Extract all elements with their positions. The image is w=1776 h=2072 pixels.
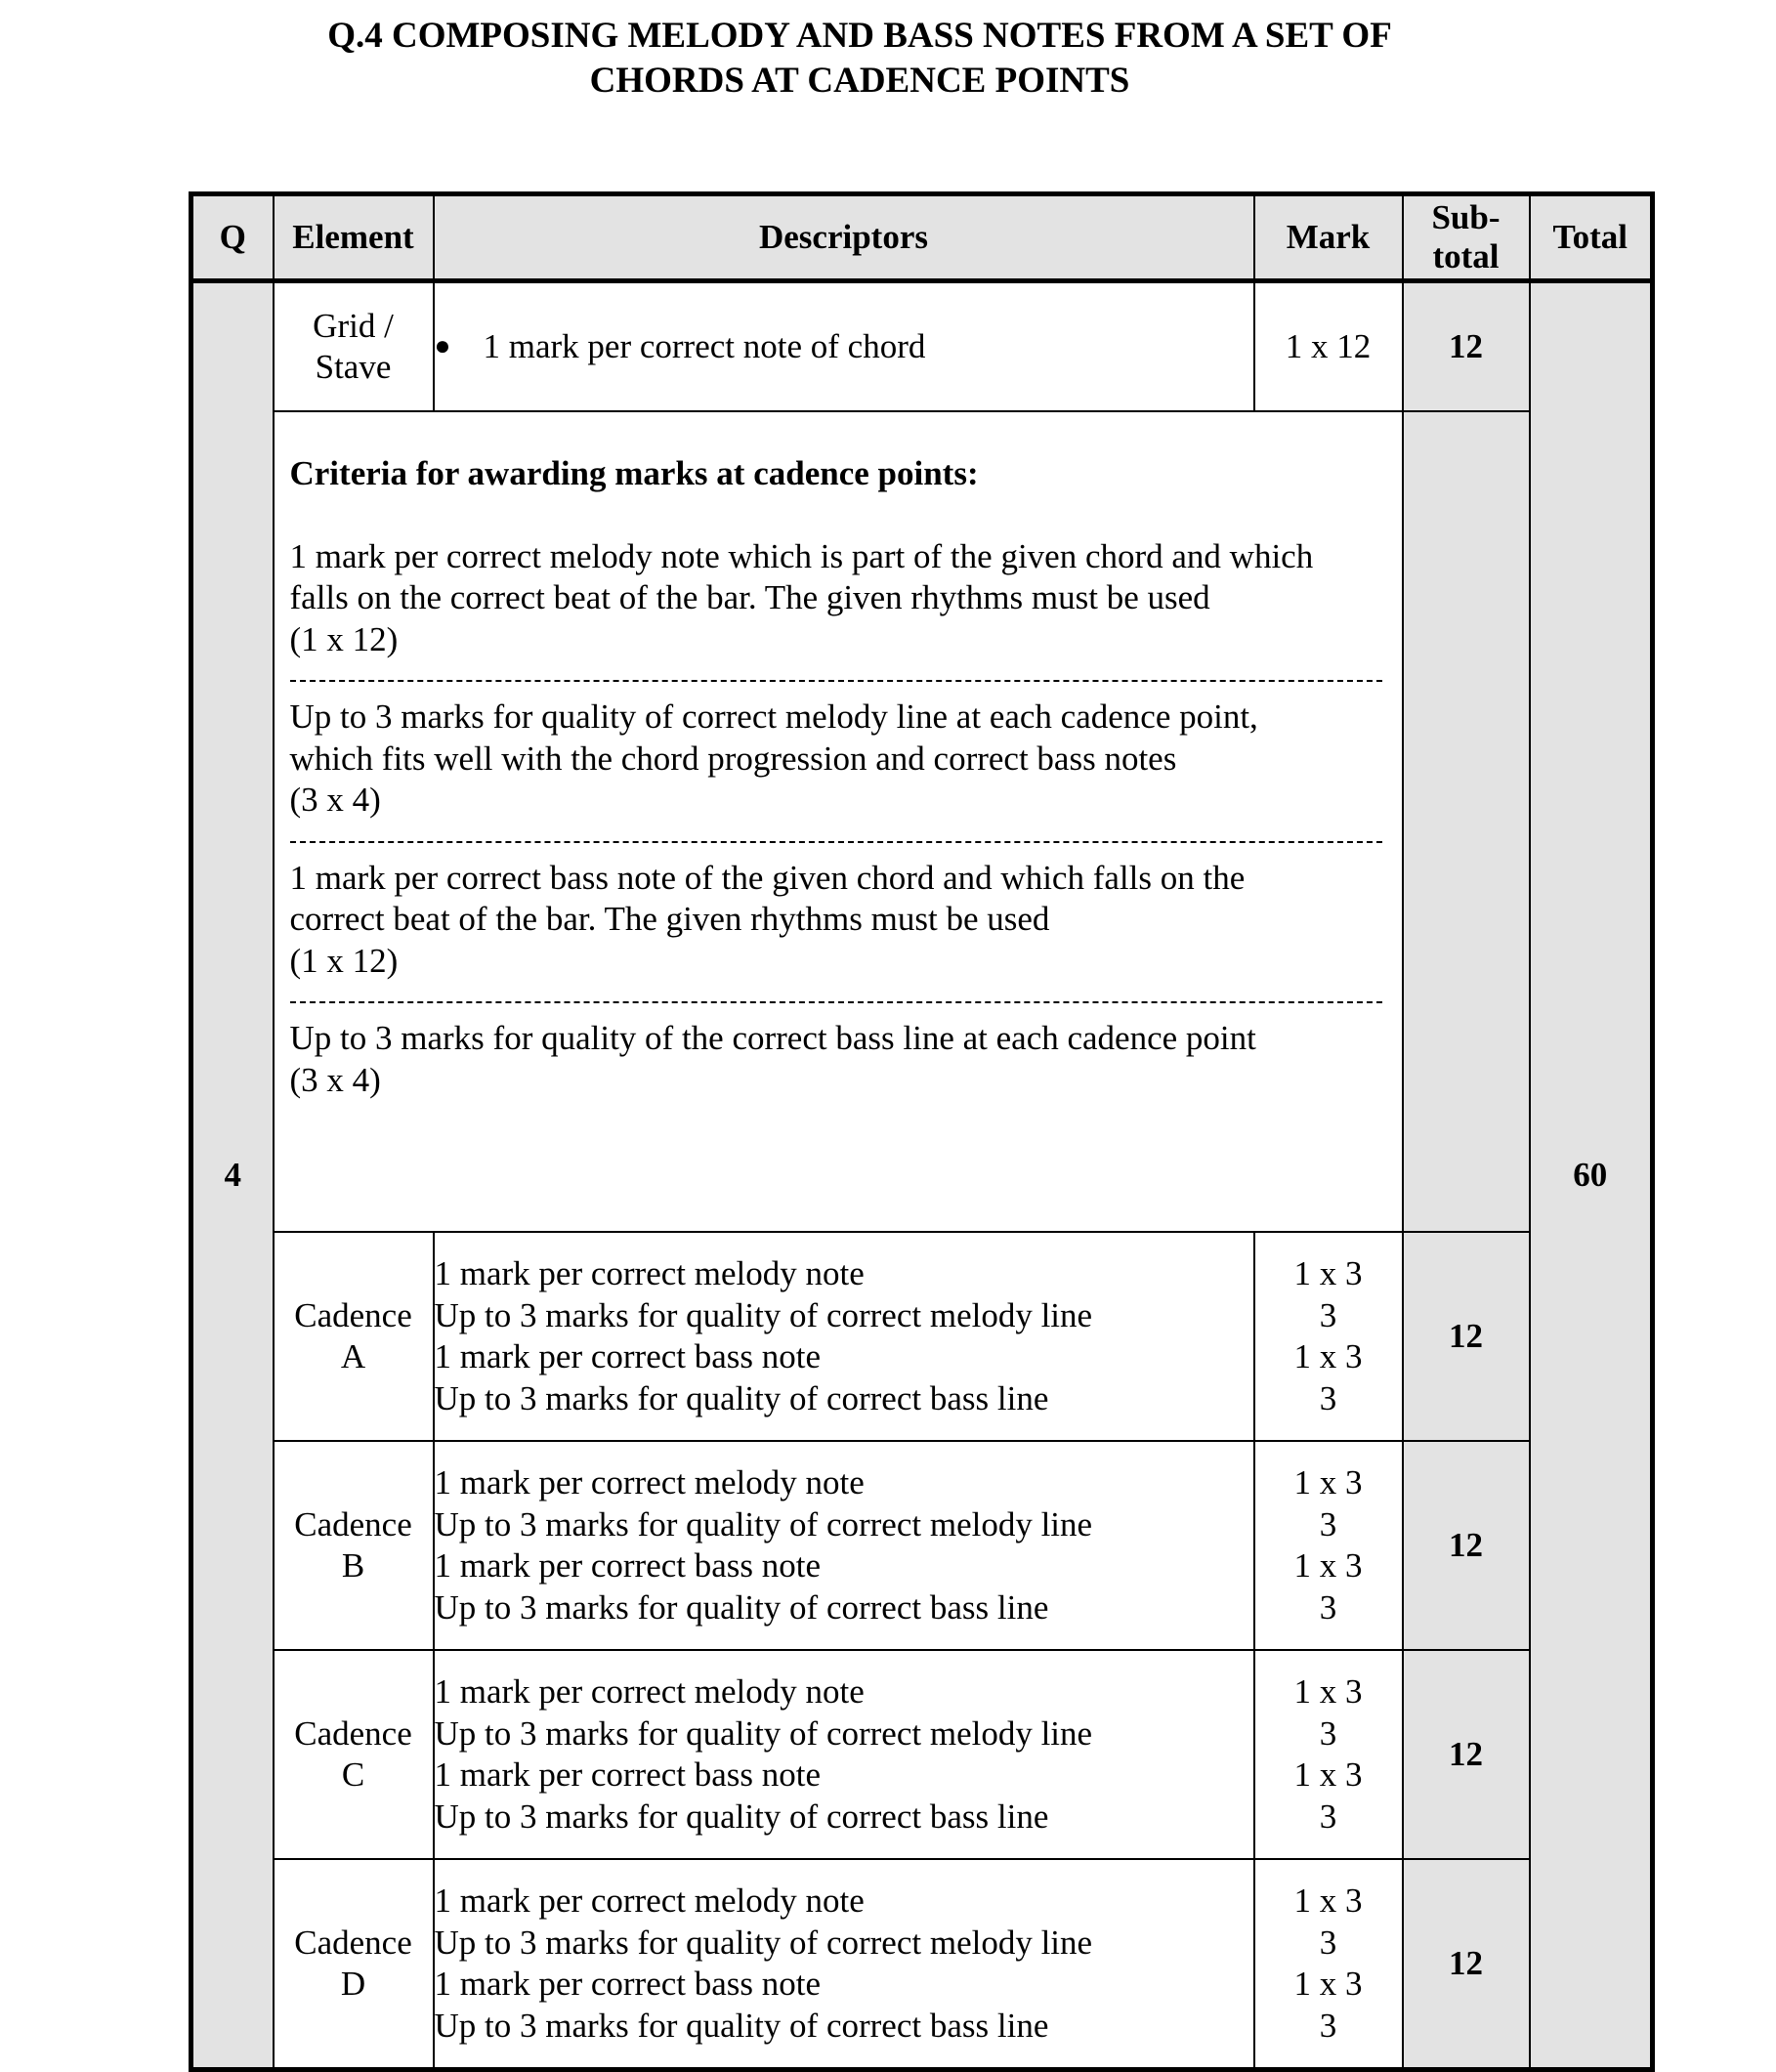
criteria-text: (3 x 4) bbox=[289, 781, 381, 819]
header-q: Q bbox=[191, 194, 274, 281]
subtotal-criteria-empty bbox=[1403, 411, 1530, 1232]
descriptor-line: Up to 3 marks for quality of correct bass line bbox=[434, 1797, 1049, 1836]
criteria-block-bass-notes bbox=[290, 858, 1382, 983]
mark-line: 3 bbox=[1319, 1923, 1337, 1962]
mark-scheme-table bbox=[189, 191, 1655, 2072]
descriptor-line: Up to 3 marks for quality of correct melody line bbox=[434, 1923, 1093, 1962]
descriptors-cadence-d bbox=[434, 1859, 1254, 2070]
descriptor-line: 1 mark per correct melody note bbox=[434, 1254, 865, 1292]
element-line-2: Stave bbox=[315, 348, 392, 386]
mark-line: 3 bbox=[1319, 1713, 1337, 1753]
element-line-2: A bbox=[340, 1337, 366, 1375]
marks-cadence-a bbox=[1254, 1232, 1403, 1441]
criteria-block-melody-quality bbox=[290, 697, 1382, 822]
descriptor-line: Up to 3 marks for quality of correct melody line bbox=[434, 1295, 1093, 1334]
criteria-text: (1 x 12) bbox=[289, 941, 399, 980]
criteria-text: 1 mark per correct melody note which is part of the given chord and which bbox=[289, 536, 1314, 575]
element-line-2: C bbox=[341, 1755, 365, 1794]
mark-grid-stave: 1 x 12 bbox=[1254, 281, 1403, 412]
marks-cadence-b bbox=[1254, 1441, 1403, 1650]
descriptor-line: 1 mark per correct bass note bbox=[434, 1965, 822, 2003]
element-line-2: B bbox=[341, 1546, 365, 1585]
criteria-text: (1 x 12) bbox=[289, 619, 399, 658]
dashed-divider bbox=[290, 841, 1382, 844]
criteria-text: falls on the correct beat of the bar. The given rhythms must be used bbox=[289, 578, 1210, 616]
criteria-text: correct beat of the bar. The given rhythms must be used bbox=[289, 900, 1050, 938]
table-row-cadence-b bbox=[191, 1441, 1653, 1650]
mark-line: 1 x 3 bbox=[1293, 1965, 1363, 2003]
title-line-2: CHORDS AT CADENCE POINTS bbox=[589, 61, 1130, 101]
descriptor-text: 1 mark per correct note of chord bbox=[483, 326, 926, 365]
header-element: Element bbox=[274, 194, 434, 281]
mark-line: 1 x 3 bbox=[1293, 1882, 1363, 1920]
subtotal-cadence-c: 12 bbox=[1403, 1650, 1530, 1859]
mark-line: 1 x 3 bbox=[1293, 1672, 1363, 1711]
mark-line: 3 bbox=[1319, 1378, 1337, 1417]
mark-line: 1 x 3 bbox=[1293, 1254, 1363, 1292]
element-cadence-c bbox=[274, 1650, 434, 1859]
question-number: 4 bbox=[191, 281, 274, 2070]
criteria-text: (3 x 4) bbox=[289, 1060, 381, 1099]
criteria-block-melody-notes bbox=[290, 536, 1382, 661]
element-cadence-a bbox=[274, 1232, 434, 1441]
element-line-1: Grid / bbox=[313, 306, 394, 345]
descriptor-line: Up to 3 marks for quality of correct melody line bbox=[434, 1713, 1093, 1753]
element-line-1: Cadence bbox=[294, 1504, 412, 1543]
descriptor-grid-stave bbox=[434, 281, 1254, 412]
table-row-cadence-c bbox=[191, 1650, 1653, 1859]
element-line-2: D bbox=[340, 1965, 366, 2003]
table-row-grid-stave bbox=[191, 281, 1653, 412]
descriptors-cadence-a bbox=[434, 1232, 1254, 1441]
criteria-heading: Criteria for awarding marks at cadence points: bbox=[289, 454, 979, 492]
header-row bbox=[191, 194, 1653, 281]
descriptor-line: Up to 3 marks for quality of correct bass line bbox=[434, 2006, 1049, 2045]
subtotal-cadence-b: 12 bbox=[1403, 1441, 1530, 1650]
mark-line: 3 bbox=[1319, 1504, 1337, 1543]
table-row-criteria bbox=[191, 411, 1653, 1232]
header-total: Total bbox=[1530, 194, 1653, 281]
subtotal-cadence-d: 12 bbox=[1403, 1859, 1530, 2070]
mark-line: 3 bbox=[1319, 2006, 1337, 2045]
criteria-block-bass-quality bbox=[290, 1018, 1382, 1101]
total-value: 60 bbox=[1530, 281, 1653, 2070]
title-line-1: Q.4 COMPOSING MELODY AND BASS NOTES FROM A SET OF bbox=[327, 16, 1392, 56]
descriptor-line: 1 mark per correct melody note bbox=[434, 1672, 865, 1711]
descriptor-line: Up to 3 marks for quality of correct melody line bbox=[434, 1504, 1093, 1543]
marks-cadence-c bbox=[1254, 1650, 1403, 1859]
descriptors-cadence-b bbox=[434, 1441, 1254, 1650]
header-subtotal-line-2: total bbox=[1432, 237, 1500, 275]
subtotal-grid-stave: 12 bbox=[1403, 281, 1530, 412]
dashed-divider bbox=[290, 680, 1382, 683]
mark-line: 1 x 3 bbox=[1293, 1337, 1363, 1375]
criteria-text: 1 mark per correct bass note of the given chord and which falls on the bbox=[289, 858, 1246, 897]
descriptor-line: 1 mark per correct bass note bbox=[434, 1546, 822, 1585]
criteria-text: which fits well with the chord progression and correct bass notes bbox=[289, 739, 1177, 778]
header-subtotal bbox=[1403, 194, 1530, 281]
mark-line: 1 x 3 bbox=[1293, 1546, 1363, 1585]
header-mark: Mark bbox=[1254, 194, 1403, 281]
mark-line: 3 bbox=[1319, 1587, 1337, 1627]
page-title bbox=[0, 14, 1719, 104]
marks-cadence-d bbox=[1254, 1859, 1403, 2070]
descriptor-line: 1 mark per correct melody note bbox=[434, 1463, 865, 1501]
element-line-1: Cadence bbox=[294, 1923, 412, 1962]
descriptor-line: 1 mark per correct melody note bbox=[434, 1882, 865, 1920]
criteria-cell bbox=[274, 411, 1403, 1232]
subtotal-cadence-a: 12 bbox=[1403, 1232, 1530, 1441]
header-subtotal-line-1: Sub- bbox=[1431, 198, 1501, 236]
table-row-cadence-d bbox=[191, 1859, 1653, 2070]
element-cadence-d bbox=[274, 1859, 434, 2070]
element-cadence-b bbox=[274, 1441, 434, 1650]
mark-line: 3 bbox=[1319, 1295, 1337, 1334]
descriptor-line: Up to 3 marks for quality of correct bass line bbox=[434, 1378, 1049, 1417]
mark-line: 1 x 3 bbox=[1293, 1463, 1363, 1501]
descriptor-line: Up to 3 marks for quality of correct bass line bbox=[434, 1587, 1049, 1627]
element-grid-stave bbox=[274, 281, 434, 412]
element-line-1: Cadence bbox=[294, 1295, 412, 1334]
header-descriptors: Descriptors bbox=[434, 194, 1254, 281]
descriptor-line: 1 mark per correct bass note bbox=[434, 1337, 822, 1375]
table-row-cadence-a bbox=[191, 1232, 1653, 1441]
element-line-1: Cadence bbox=[294, 1713, 412, 1753]
descriptor-line: 1 mark per correct bass note bbox=[434, 1755, 822, 1794]
bullet-icon: ● bbox=[434, 330, 451, 361]
descriptors-cadence-c bbox=[434, 1650, 1254, 1859]
mark-line: 3 bbox=[1319, 1797, 1337, 1836]
dashed-divider bbox=[290, 1001, 1382, 1004]
criteria-text: Up to 3 marks for quality of the correct bass line at each cadence point bbox=[289, 1019, 1256, 1057]
mark-line: 1 x 3 bbox=[1293, 1755, 1363, 1794]
criteria-text: Up to 3 marks for quality of correct melody line at each cadence point, bbox=[289, 698, 1258, 736]
